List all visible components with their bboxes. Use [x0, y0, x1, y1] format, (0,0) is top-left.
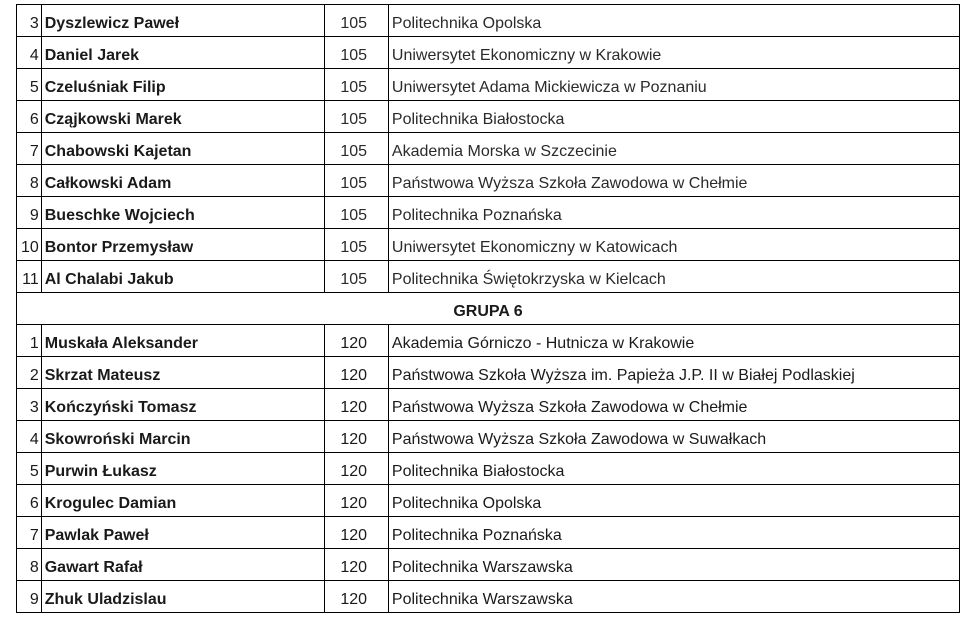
- score: 105: [325, 165, 389, 197]
- participant-name: Skrzat Mateusz: [41, 357, 325, 389]
- participant-name: Chabowski Kajetan: [41, 133, 325, 165]
- row-number: 3: [17, 5, 42, 37]
- row-number: 4: [17, 421, 42, 453]
- row-number: 2: [17, 357, 42, 389]
- school-name: Politechnika Świętokrzyska w Kielcach: [388, 261, 959, 293]
- school-name: Politechnika Warszawska: [388, 581, 959, 613]
- score: 120: [325, 325, 389, 357]
- school-name: Akademia Morska w Szczecinie: [388, 133, 959, 165]
- row-number: 9: [17, 581, 42, 613]
- row-number: 3: [17, 389, 42, 421]
- row-number: 11: [17, 261, 42, 293]
- participant-name: Kończyński Tomasz: [41, 389, 325, 421]
- school-name: Państwowa Wyższa Szkoła Zawodowa w Chełmie: [388, 389, 959, 421]
- table-row: [17, 549, 960, 581]
- score: 105: [325, 5, 389, 37]
- participant-name: Dyszlewicz Paweł: [41, 5, 325, 37]
- participant-name: Pawlak Paweł: [41, 517, 325, 549]
- school-name: Politechnika Warszawska: [388, 549, 959, 581]
- table-row: [17, 261, 960, 293]
- score: 120: [325, 517, 389, 549]
- score: 120: [325, 421, 389, 453]
- participant-name: Daniel Jarek: [41, 37, 325, 69]
- school-name: Uniwersytet Ekonomiczny w Krakowie: [388, 37, 959, 69]
- participant-name: Cząjkowski Marek: [41, 101, 325, 133]
- row-number: 1: [17, 325, 42, 357]
- participant-name: Całkowski Adam: [41, 165, 325, 197]
- table-row: [17, 357, 960, 389]
- school-name: Uniwersytet Ekonomiczny w Katowicach: [388, 229, 959, 261]
- table-row: [17, 69, 960, 101]
- participant-name: Purwin Łukasz: [41, 453, 325, 485]
- school-name: Uniwersytet Adama Mickiewicza w Poznaniu: [388, 69, 959, 101]
- row-number: 5: [17, 453, 42, 485]
- participant-name: Krogulec Damian: [41, 485, 325, 517]
- school-name: Akademia Górniczo - Hutnicza w Krakowie: [388, 325, 959, 357]
- participant-name: Gawart Rafał: [41, 549, 325, 581]
- school-name: Politechnika Poznańska: [388, 517, 959, 549]
- row-number: 6: [17, 485, 42, 517]
- school-name: Politechnika Poznańska: [388, 197, 959, 229]
- table-row: [17, 517, 960, 549]
- row-number: 7: [17, 517, 42, 549]
- score: 105: [325, 229, 389, 261]
- score: 120: [325, 581, 389, 613]
- table-row: [17, 165, 960, 197]
- row-number: 8: [17, 549, 42, 581]
- school-name: Politechnika Białostocka: [388, 453, 959, 485]
- score: 120: [325, 453, 389, 485]
- table-row: [17, 485, 960, 517]
- row-number: 10: [17, 229, 42, 261]
- row-number: 6: [17, 101, 42, 133]
- participant-name: Zhuk Uladzislau: [41, 581, 325, 613]
- group-header-section: [17, 293, 960, 325]
- row-number: 4: [17, 37, 42, 69]
- score: 105: [325, 37, 389, 69]
- score: 105: [325, 101, 389, 133]
- score: 120: [325, 357, 389, 389]
- table-row: [17, 389, 960, 421]
- school-name: Politechnika Opolska: [388, 5, 959, 37]
- school-name: Państwowa Wyższa Szkoła Zawodowa w Chełmie: [388, 165, 959, 197]
- row-number: 9: [17, 197, 42, 229]
- score: 120: [325, 389, 389, 421]
- participant-name: Skowroński Marcin: [41, 421, 325, 453]
- score: 105: [325, 197, 389, 229]
- row-number: 8: [17, 165, 42, 197]
- score: 105: [325, 133, 389, 165]
- table-row: [17, 101, 960, 133]
- participant-name: Bueschke Wojciech: [41, 197, 325, 229]
- group-5-rows: [17, 5, 960, 293]
- score: 105: [325, 261, 389, 293]
- row-number: 5: [17, 69, 42, 101]
- table-row: [17, 421, 960, 453]
- participant-name: Muskała Aleksander: [41, 325, 325, 357]
- table-row: [17, 37, 960, 69]
- score: 120: [325, 485, 389, 517]
- table-row: [17, 197, 960, 229]
- results-table: [16, 4, 960, 613]
- school-name: Państwowa Szkoła Wyższa im. Papieża J.P. II w Białej Podlaskiej: [388, 357, 959, 389]
- table-row: [17, 229, 960, 261]
- table-row: [17, 133, 960, 165]
- participant-name: Czeluśniak Filip: [41, 69, 325, 101]
- table-row: [17, 581, 960, 613]
- group-6-rows: [17, 325, 960, 613]
- score: 120: [325, 549, 389, 581]
- row-number: 7: [17, 133, 42, 165]
- table-row: [17, 453, 960, 485]
- group-label: GRUPA 6: [17, 293, 960, 325]
- school-name: Politechnika Białostocka: [388, 101, 959, 133]
- group-header-row: [17, 293, 960, 325]
- table-row: [17, 325, 960, 357]
- school-name: Politechnika Opolska: [388, 485, 959, 517]
- table-row: [17, 5, 960, 37]
- participant-name: Bontor Przemysław: [41, 229, 325, 261]
- participant-name: Al Chalabi Jakub: [41, 261, 325, 293]
- school-name: Państwowa Wyższa Szkoła Zawodowa w Suwałkach: [388, 421, 959, 453]
- score: 105: [325, 69, 389, 101]
